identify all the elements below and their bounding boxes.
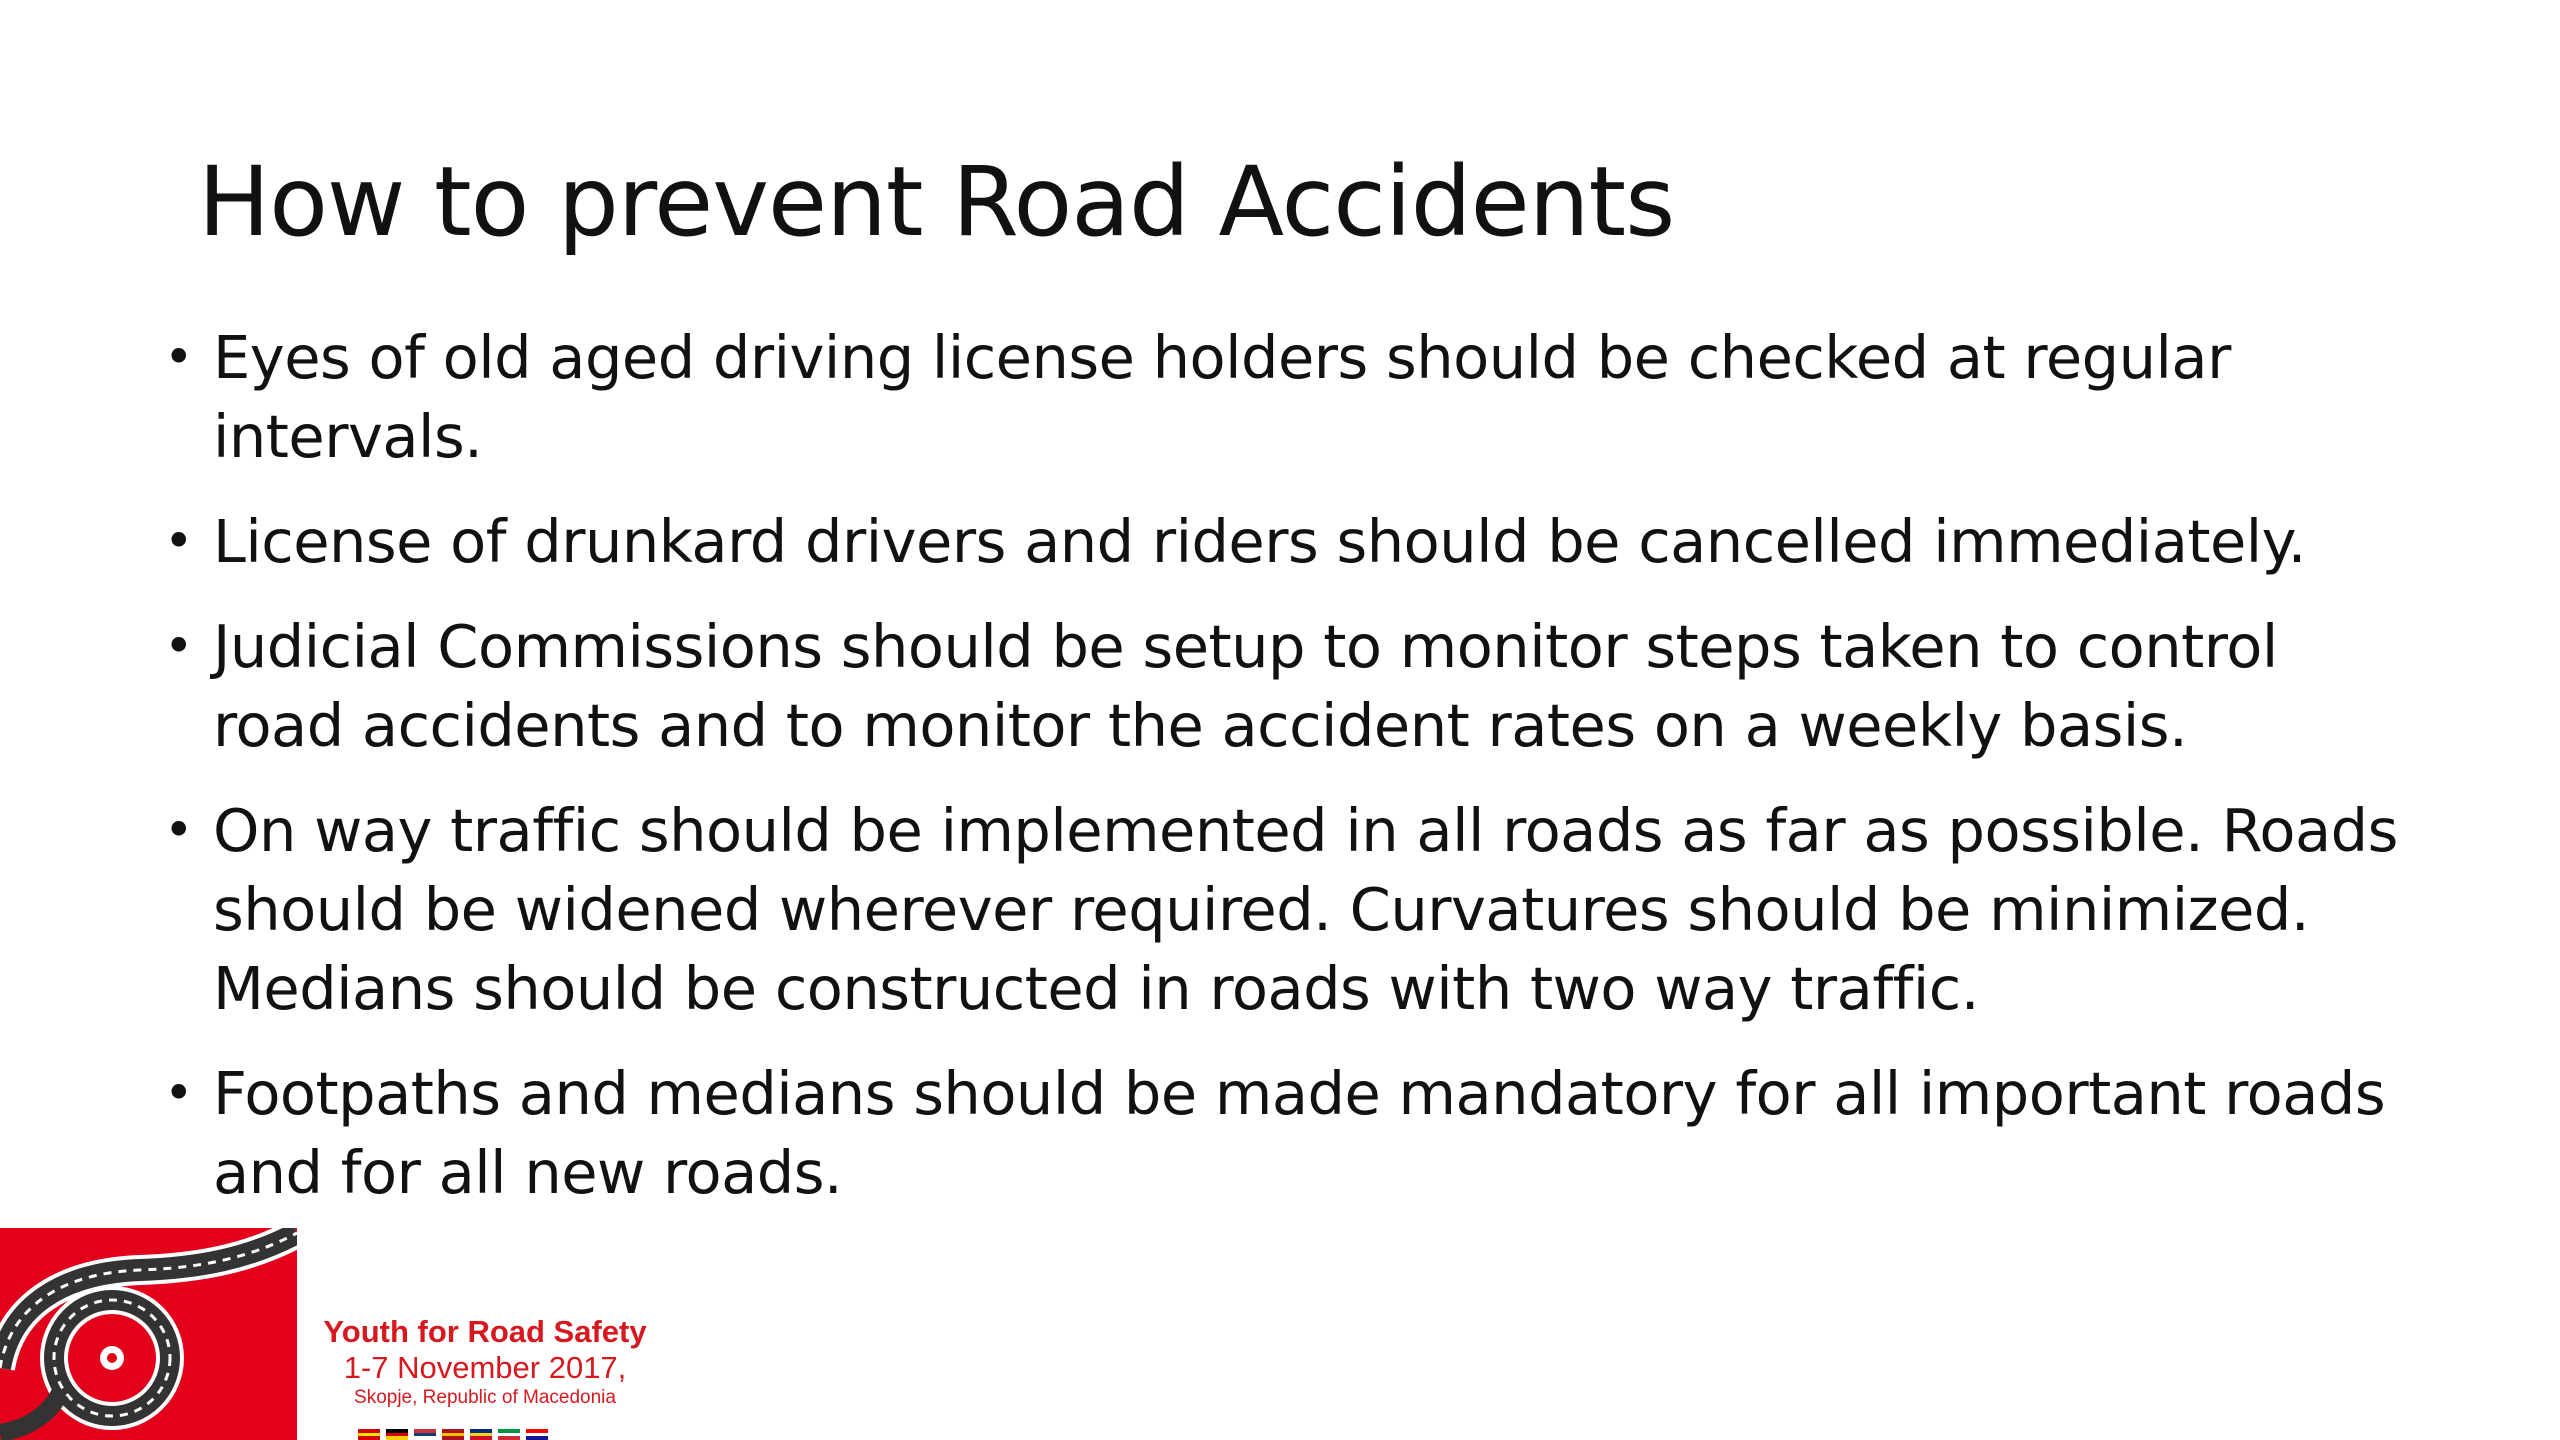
road-logo-graphic: [0, 1228, 297, 1440]
bullet-item: [160, 1054, 2420, 1212]
bullet-item: [160, 502, 2420, 581]
italy-flag-icon: [498, 1429, 520, 1440]
bullet-text: On way traffic should be implemented in all roads as far as possible. Roads should be widened wherever required. Curvatures should be minimized. Medians should be constructed in roads with two way traffic.: [213, 796, 2398, 1023]
bullet-item: [160, 607, 2420, 765]
bullet-icon: •: [164, 512, 193, 570]
bullet-text: Footpaths and medians should be made mandatory for all important roads and for all new roads.: [213, 1059, 2386, 1207]
bullet-text: License of drunkard drivers and riders should be cancelled immediately.: [213, 507, 2306, 576]
bullet-list: [160, 318, 2420, 1238]
romania-flag-icon: [470, 1429, 492, 1440]
event-location: Skopje, Republic of Macedonia: [354, 1387, 616, 1408]
bullet-icon: •: [164, 1064, 193, 1122]
bullet-item: [160, 791, 2420, 1028]
bullet-text: Judicial Commissions should be setup to monitor steps taken to control road accidents and to monitor the accident rates on a weekly basis.: [213, 612, 2278, 760]
macedonia-flag-icon: [358, 1429, 380, 1440]
bullet-icon: •: [164, 801, 193, 859]
event-info: [305, 1314, 665, 1410]
spain-flag-icon: [442, 1429, 464, 1440]
bullet-item: [160, 318, 2420, 476]
slide-title: How to prevent Road Accidents: [198, 146, 1675, 258]
germany-flag-icon: [386, 1429, 408, 1440]
bullet-text: Eyes of old aged driving license holders should be checked at regular intervals.: [213, 323, 2231, 471]
bullet-icon: •: [164, 328, 193, 386]
road-safety-logo-icon: [0, 1228, 297, 1440]
partner-flags: [358, 1429, 548, 1440]
event-dates: 1-7 November 2017,: [343, 1350, 627, 1385]
bullet-icon: •: [164, 617, 193, 675]
serbia-flag-icon: [414, 1429, 436, 1440]
croatia-flag-icon: [526, 1429, 548, 1440]
event-name: Youth for Road Safety: [323, 1314, 647, 1349]
